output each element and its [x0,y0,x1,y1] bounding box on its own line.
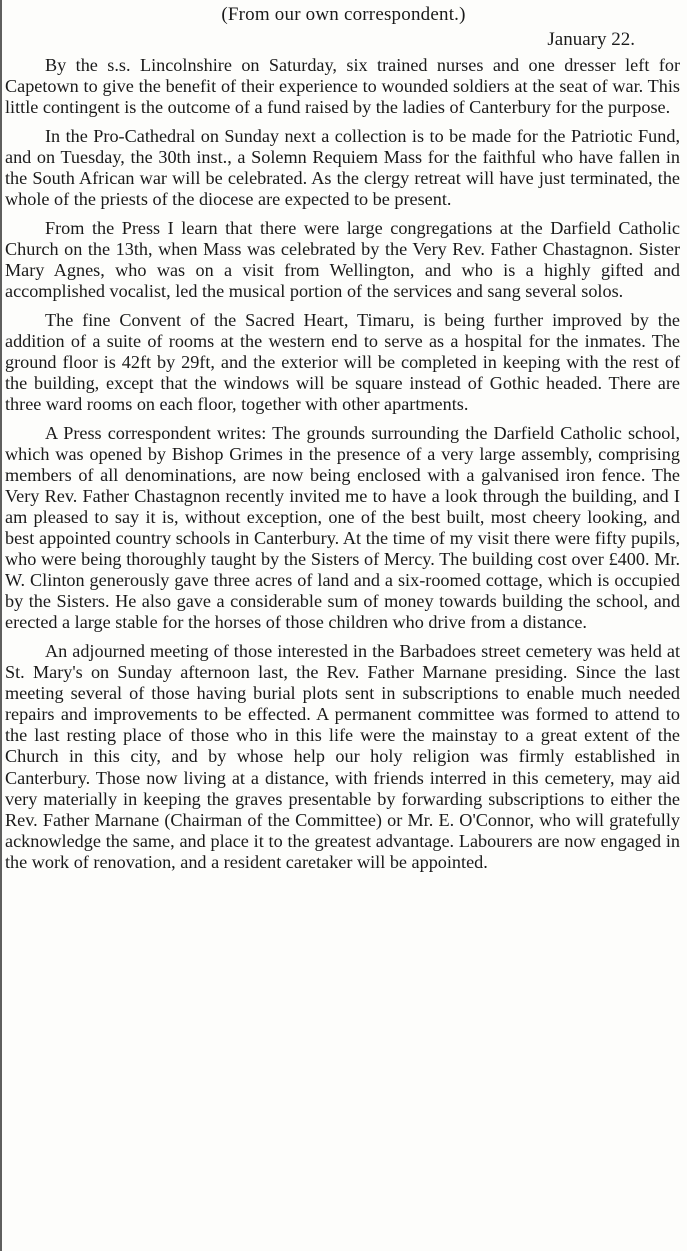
paragraph-darfield-school: A Press correspondent writes: The grounds surrounding the Darfield Catholic school, which was opened by Bishop Grimes in the presence of a very large assembly, comprising members of all denominations, are now being enclosed with a galvanised iron fence. The Very Rev. Father Chastagnon recently invited me to have a look through the building, and I am pleased to say it is, without exception, one of the best built, most cheery looking, and best appointed country schools in Canterbury. At the time of my visit there were fifty pupils, who were being thoroughly taught by the Sisters of Mercy. The building cost over £400. Mr. W. Clinton generously gave three acres of land and a six-roomed cottage, which is occupied by the Sisters. He also gave a considerable sum of money towards building the school, and erected a large stable for the horses of those children who drive from a distance. [5,422,680,633]
byline: (From our own correspondent.) [221,4,466,25]
paragraph-barbadoes-cemetery: An adjourned meeting of those interested in the Barbadoes street cemetery was held at St. Mary's on Sunday afternoon last, the Rev. Father Marnane presiding. Since the last meeting several of those having burial plots sent in subscriptions to enable much needed repairs and improvements to be effected. A permanent committee was formed to attend to the last resting place of those who in this life were the mainstay to a great extent of the Church in this city, and by whose help our holy religion was firmly established in Canterbury. Those now living at a distance, with friends interred in this cemetery, may aid very materially in keeping the graves presentable by forwarding subscriptions to either the Rev. Father Marnane (Chairman of the Committee) or Mr. E. O'Connor, who will gratefully acknowledge the same, and place it to the greatest advantage. Labourers are now engaged in the work of renovation, and a resident caretaker will be appointed. [5,640,680,872]
article-body [5,55,680,873]
paragraph-requiem-mass: In the Pro-Cathedral on Sunday next a collection is to be made for the Patriotic Fund, and on Tuesday, the 30th inst., a Solemn Requiem Mass for the faithful who have fallen in the South African war will be celebrated. As the clergy retreat will have just terminated, the whole of the priests of the diocese are expected to be present. [5,125,680,210]
paragraph-timaru-convent: The fine Convent of the Sacred Heart, Timaru, is being further improved by the addition of a suite of rooms at the western end to serve as a hospital for the inmates. The ground floor is 42ft by 29ft, and the exterior will be completed in keeping with the rest of the building, except that the windows will be square instead of Gothic headed. There are three ward rooms on each floor, together with other apartments. [5,309,680,414]
paragraph-darfield-congregations: From the Press I learn that there were large congregations at the Darfield Catholic Church on the 13th, when Mass was celebrated by the Very Rev. Father Chastagnon. Sister Mary Agnes, who was on a visit from Wellington, and who is a highly gifted and accomplished vocalist, led the musical portion of the services and sang several solos. [5,217,680,301]
column-rule [0,0,2,1251]
dateline: January 22. [547,29,635,50]
paragraph-nurses-contingent: By the s.s. Lincolnshire on Saturday, six trained nurses and one dresser left for Capetown to give the benefit of their experience to wounded soldiers at the seat of war. This little contingent is the outcome of a fund raised by the ladies of Canterbury for the purpose. [5,55,680,118]
